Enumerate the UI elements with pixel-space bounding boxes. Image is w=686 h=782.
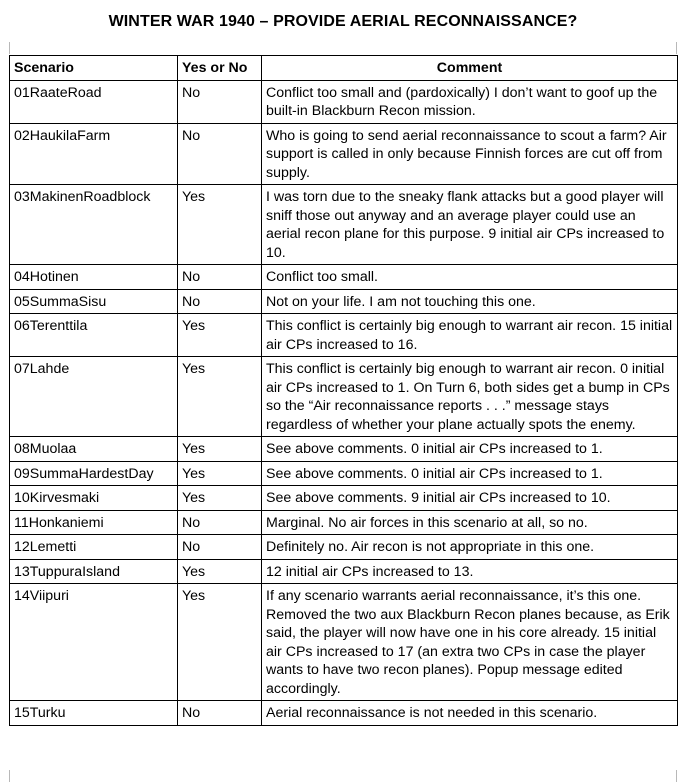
comment-cell: Not on your life. I am not touching this one.	[262, 289, 678, 314]
comment-cell: Conflict too small.	[262, 265, 678, 290]
comment-cell: This conflict is certainly big enough to warrant air recon. 0 initial air CPs increased to 1. On Turn 6, both sides get a bump in CPs so the “Air reconnaissance reports . . .” message stays regardless of whether your plane actually spots the enemy.	[262, 357, 678, 437]
scenario-cell: 06Terenttila	[10, 314, 178, 357]
comment-cell: Marginal. No air forces in this scenario at all, so no.	[262, 510, 678, 535]
comment-cell: See above comments. 9 initial air CPs increased to 10.	[262, 486, 678, 511]
page-title: WINTER WAR 1940 – PROVIDE AERIAL RECONNAISSANCE?	[108, 13, 578, 30]
comment-cell: If any scenario warrants aerial reconnaissance, it’s this one. Removed the two aux Blackburn Recon planes because, as Erik said, the player will now have one in his core already. 15 initial air CPs increased to 17 (an extra two CPs in case the player wants to have two recon planes). Popup message edited accordingly.	[262, 584, 678, 701]
table-header-row	[10, 56, 678, 81]
table-row	[10, 559, 678, 584]
scenario-cell: 01RaateRoad	[10, 80, 178, 123]
answer-cell: Yes	[178, 461, 262, 486]
table-row	[10, 289, 678, 314]
answer-cell: Yes	[178, 584, 262, 701]
header-comment: Comment	[262, 56, 678, 81]
table-row	[10, 584, 678, 701]
header-yes-no: Yes or No	[178, 56, 262, 81]
answer-cell: Yes	[178, 559, 262, 584]
scenario-cell: 07Lahde	[10, 357, 178, 437]
table-row	[10, 535, 678, 560]
comment-cell: Conflict too small and (pardoxically) I don’t want to goof up the built-in Blackburn Recon mission.	[262, 80, 678, 123]
table-row	[10, 486, 678, 511]
header-scenario: Scenario	[10, 56, 178, 81]
answer-cell: No	[178, 510, 262, 535]
scenario-cell: 08Muolaa	[10, 437, 178, 462]
table-row	[10, 461, 678, 486]
answer-cell: Yes	[178, 185, 262, 265]
answer-cell: Yes	[178, 314, 262, 357]
table-row	[10, 701, 678, 726]
margin-mark-bottom-left	[9, 770, 10, 782]
table-row	[10, 265, 678, 290]
comment-cell: This conflict is certainly big enough to warrant air recon. 15 initial air CPs increased to 16.	[262, 314, 678, 357]
table-row	[10, 314, 678, 357]
scenario-cell: 02HaukilaFarm	[10, 123, 178, 185]
comment-cell: Who is going to send aerial reconnaissance to scout a farm? Air support is called in only because Finnish forces are cut off from supply.	[262, 123, 678, 185]
comment-cell: 12 initial air CPs increased to 13.	[262, 559, 678, 584]
scenario-cell: 11Honkaniemi	[10, 510, 178, 535]
table-row	[10, 80, 678, 123]
answer-cell: No	[178, 535, 262, 560]
scenario-cell: 05SummaSisu	[10, 289, 178, 314]
answer-cell: Yes	[178, 437, 262, 462]
answer-cell: No	[178, 289, 262, 314]
scenario-cell: 12Lemetti	[10, 535, 178, 560]
recon-table	[9, 55, 678, 726]
scenario-cell: 14Viipuri	[10, 584, 178, 701]
comment-cell: See above comments. 0 initial air CPs increased to 1.	[262, 437, 678, 462]
scenario-cell: 09SummaHardestDay	[10, 461, 178, 486]
table-row	[10, 185, 678, 265]
comment-cell: See above comments. 0 initial air CPs increased to 1.	[262, 461, 678, 486]
answer-cell: No	[178, 80, 262, 123]
answer-cell: No	[178, 265, 262, 290]
scenario-cell: 13TuppuraIsland	[10, 559, 178, 584]
table-row	[10, 357, 678, 437]
margin-mark-left	[9, 42, 10, 54]
answer-cell: No	[178, 123, 262, 185]
scenario-cell: 04Hotinen	[10, 265, 178, 290]
scenario-cell: 15Turku	[10, 701, 178, 726]
table-row	[10, 123, 678, 185]
margin-mark-right	[676, 42, 677, 54]
comment-cell: Aerial reconnaissance is not needed in this scenario.	[262, 701, 678, 726]
margin-mark-bottom-right	[676, 770, 677, 782]
comment-cell: Definitely no. Air recon is not appropriate in this one.	[262, 535, 678, 560]
table-row	[10, 437, 678, 462]
answer-cell: No	[178, 701, 262, 726]
scenario-cell: 03MakinenRoadblock	[10, 185, 178, 265]
answer-cell: Yes	[178, 486, 262, 511]
table-row	[10, 510, 678, 535]
comment-cell: I was torn due to the sneaky flank attacks but a good player will sniff those out anyway and an average player could use an aerial recon plane for this purpose. 9 initial air CPs increased to 10.	[262, 185, 678, 265]
answer-cell: Yes	[178, 357, 262, 437]
scenario-cell: 10Kirvesmaki	[10, 486, 178, 511]
